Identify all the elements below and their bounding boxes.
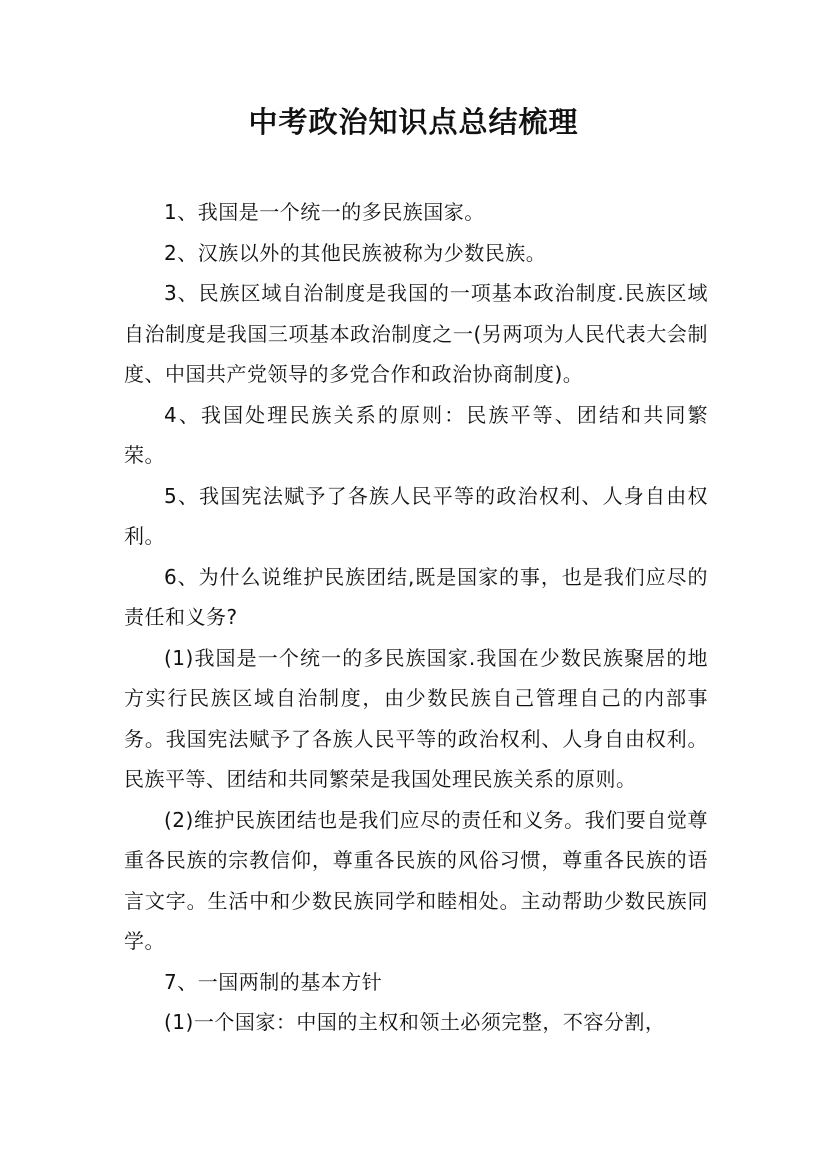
document-title: 中考政治知识点总结梳理 xyxy=(248,105,579,139)
paragraph-5: 5、我国宪法赋予了各族人民平等的政治权利、人身自由权利。 xyxy=(124,483,708,548)
paragraph-6: 6、为什么说维护民族团结,既是国家的事，也是我们应尽的责任和义务? xyxy=(124,564,708,629)
paragraph-4: 4、我国处理民族关系的原则：民族平等、团结和共同繁荣。 xyxy=(124,402,708,467)
paragraph-6-point-2: (2)维护民族团结也是我们应尽的责任和义务。我们要自觉尊重各民族的宗教信仰，尊重各民族的风俗习惯，尊重各民族的语言文字。生活中和少数民族同学和睦相处。主动帮助少数民族同学。 xyxy=(124,807,708,953)
paragraph-6-point-1: (1)我国是一个统一的多民族国家.我国在少数民族聚居的地方实行民族区域自治制度，由少数民族自己管理自己的内部事务。我国宪法赋予了各族人民平等的政治权利、人身自由权利。民族平等、团结和共同繁荣是我国处理民族关系的原则。 xyxy=(124,645,708,791)
document-body xyxy=(124,192,708,1043)
paragraph-7: 7、一国两制的基本方针 xyxy=(164,969,383,994)
paragraph-7-point-1: (1)一个国家：中国的主权和领土必须完整，不容分割， xyxy=(164,1010,666,1034)
paragraph-1: 1、我国是一个统一的多民族国家。 xyxy=(164,200,485,224)
paragraph-2: 2、汉族以外的其他民族被称为少数民族。 xyxy=(164,240,547,265)
paragraph-3: 3、民族区域自治制度是我国的一项基本政治制度.民族区域自治制度是我国三项基本政治制度之一(另两项为人民代表大会制度、中国共产党领导的多党合作和政治协商制度)。 xyxy=(124,281,708,386)
